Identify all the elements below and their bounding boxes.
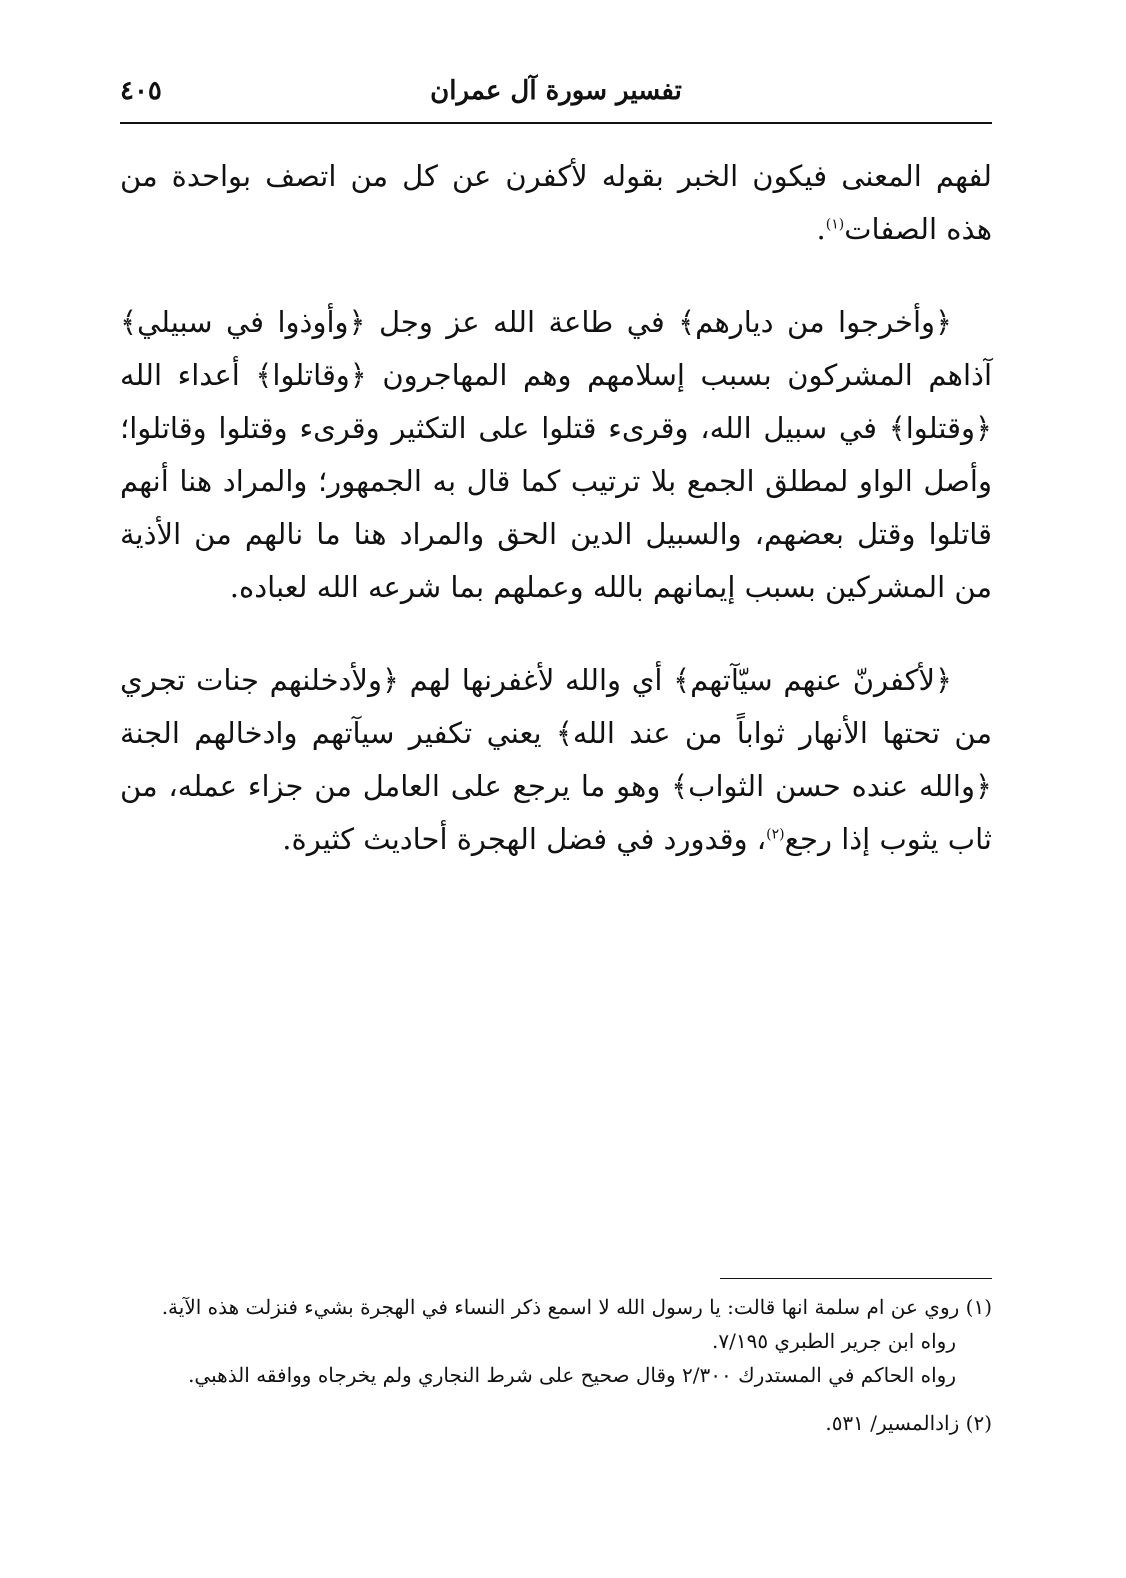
page-number: ٤٠٥ (120, 76, 162, 106)
page-header (120, 70, 992, 120)
footnote-2: (٢) زادالمسير/ ٥٣١. (825, 1411, 992, 1435)
paragraph-1-text: لفهم المعنى فيكون الخبر بقوله لأكفرن عن كل من اتصف بواحدة من هذه الصفات (120, 159, 992, 246)
paragraph-1 (120, 150, 992, 256)
footnote-ref-1: (١) (825, 216, 845, 233)
main-text (120, 150, 992, 866)
footnote-1-source-1: رواه ابن جرير الطبري ٧/١٩٥. (712, 1329, 956, 1353)
paragraph-3-end: ، وقدورد في فضل الهجرة أحاديث كثيرة. (282, 822, 767, 856)
header-divider (120, 122, 992, 124)
running-title: تفسير سورة آل عمران (430, 76, 682, 106)
paragraph-2: ﴿وأخرجوا من ديارهم﴾ في طاعة الله عز وجل ﴿وأوذوا في سبيلي﴾ آذاهم المشركون بسبب إسلامهم وهم المهاجرون ﴿وقاتلوا﴾ أعداء الله ﴿وقتلوا﴾ في سبيل الله، وقرىء قتلوا على التكثير وقرىء وقتلوا وقاتلوا؛ وأصل الواو لمطلق الجمع بلا ترتيب كما قال به الجمهور؛ والمراد هنا أنهم قاتلوا وقتل بعضهم، والسبيل الدين الحق والمراد هنا ما نالهم من الأذية من المشركين بسبب إيمانهم بالله وعملهم بما شرعه الله لعباده. (120, 305, 992, 604)
paragraph-3 (120, 654, 992, 866)
paragraph-3-text: ﴿لأكفرنّ عنهم سيّآتهم﴾ أي والله لأغفرنها لهم ﴿ولأدخلنهم جنات تجري من تحتها الأنهار ثواباً من عند الله﴾ يعني تكفير سيآتهم وادخالهم الجنة ﴿والله عنده حسن الثواب﴾ وهو ما يرجع على العامل من جزاء عمله، من ثاب يثوب إذا رجع (120, 663, 992, 856)
paragraph-1-end: . (816, 212, 826, 246)
footnote-1: (١) روي عن ام سلمة انها قالت: يا رسول الله لا اسمع ذكر النساء في الهجرة بشيء فنزلت هذه الآية. (161, 1295, 992, 1319)
footnote-ref-2: (٢) (766, 826, 785, 843)
footnote-divider (720, 1278, 992, 1279)
footnotes (110, 1290, 992, 1440)
footnote-1-source-2: رواه الحاكم في المستدرك ٢/٣٠٠ وقال صحيح على شرط النجاري ولم يخرجاه ووافقه الذهبي. (188, 1363, 956, 1387)
